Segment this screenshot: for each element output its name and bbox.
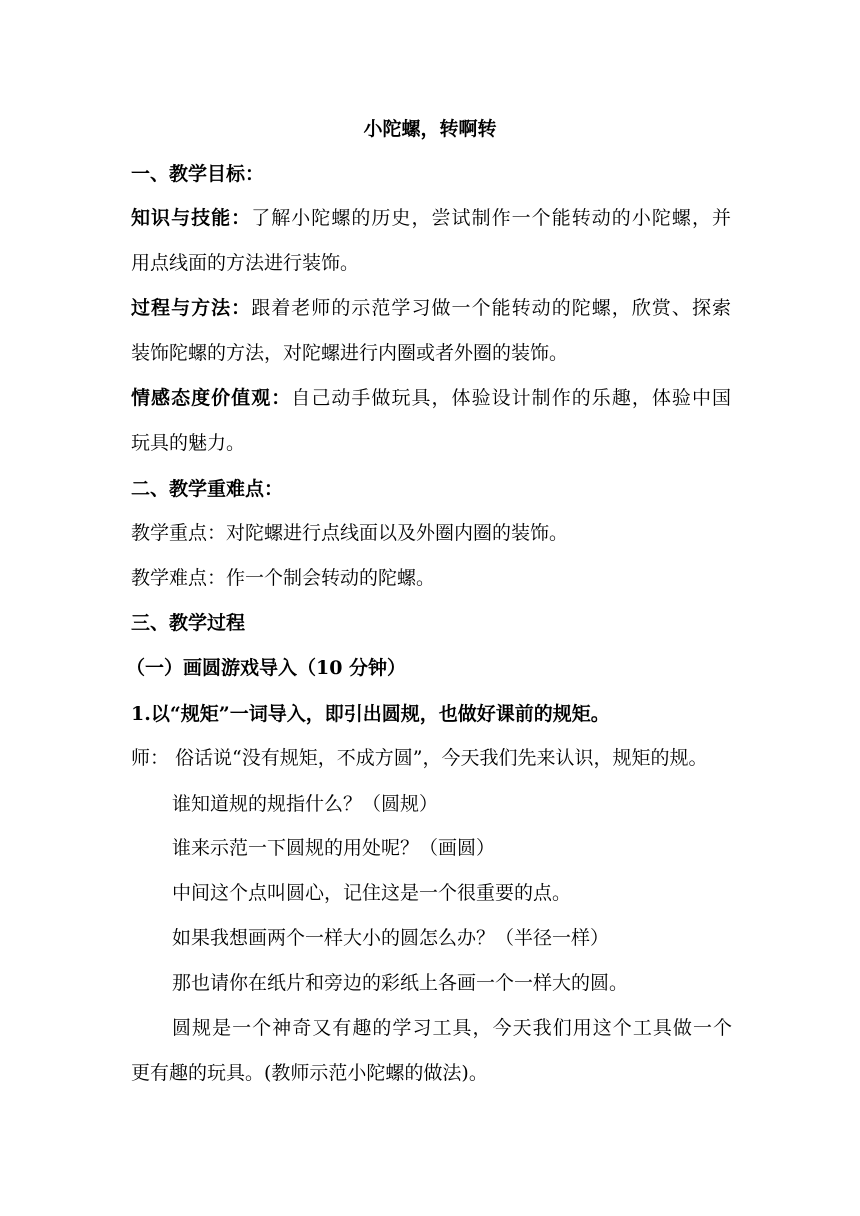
teacher-line-3: 谁来示范一下圆规的用处呢？（画圆） (172, 837, 496, 859)
section-heading-key-points: 二、教学重难点： (131, 478, 284, 500)
teacher-line-6: 那也请你在纸片和旁边的彩纸上各画一个一样大的圆。 (172, 972, 629, 994)
teacher-line-4: 中间这个点叫圆心，记住这是一个很重要的点。 (172, 882, 572, 904)
goal-knowledge-label: 知识与技能： (131, 207, 252, 229)
document-title: 小陀螺，转啊转 (363, 118, 497, 140)
goal-process-text: 跟着老师的示范学习做一个能转动的陀螺，欣赏、探索 (251, 297, 731, 319)
teacher-line-5: 如果我想画两个一样大小的圆怎么办？（半径一样） (172, 927, 610, 949)
section-heading-goals: 一、教学目标： (131, 163, 265, 185)
section-heading-process: 三、教学过程 (131, 612, 246, 634)
step-1-heading: 1.以“规矩”一词导入，即引出圆规，也做好课前的规矩。 (131, 703, 610, 725)
goal-process-line-2: 装饰陀螺的方法，对陀螺进行内圈或者外圈的装饰。 (131, 342, 569, 364)
goal-emotion-line-1 (131, 386, 731, 410)
goal-emotion-text: 自己动手做玩具，体验设计制作的乐趣，体验中国 (291, 387, 731, 409)
goal-knowledge-line-1 (131, 206, 731, 230)
key-point: 教学重点：对陀螺进行点线面以及外圈内圈的装饰。 (131, 522, 569, 544)
difficult-point: 教学难点：作一个制会转动的陀螺。 (131, 567, 436, 589)
teacher-line-2: 谁知道规的规指什么？（圆规） (172, 793, 439, 815)
goal-knowledge-line-2: 用点线面的方法进行装饰。 (131, 252, 360, 274)
goal-process-label: 过程与方法： (131, 297, 252, 319)
goal-emotion-line-2: 玩具的魅力。 (131, 432, 246, 454)
subsection-heading-intro: （一）画圆游戏导入（10 分钟） (126, 657, 407, 679)
teacher-line-1: 师： 俗话说“没有规矩，不成方圆”，今天我们先来认识，规矩的规。 (131, 747, 708, 769)
teacher-line-7: 圆规是一个神奇又有趣的学习工具，今天我们用这个工具做一个 (172, 1017, 732, 1039)
goal-process-line-1 (131, 296, 731, 320)
teacher-line-8: 更有趣的玩具。(教师示范小陀螺的做法)。 (131, 1062, 488, 1084)
goal-emotion-label: 情感态度价值观： (131, 387, 292, 409)
goal-knowledge-text: 了解小陀螺的历史，尝试制作一个能转动的小陀螺，并 (251, 207, 731, 229)
